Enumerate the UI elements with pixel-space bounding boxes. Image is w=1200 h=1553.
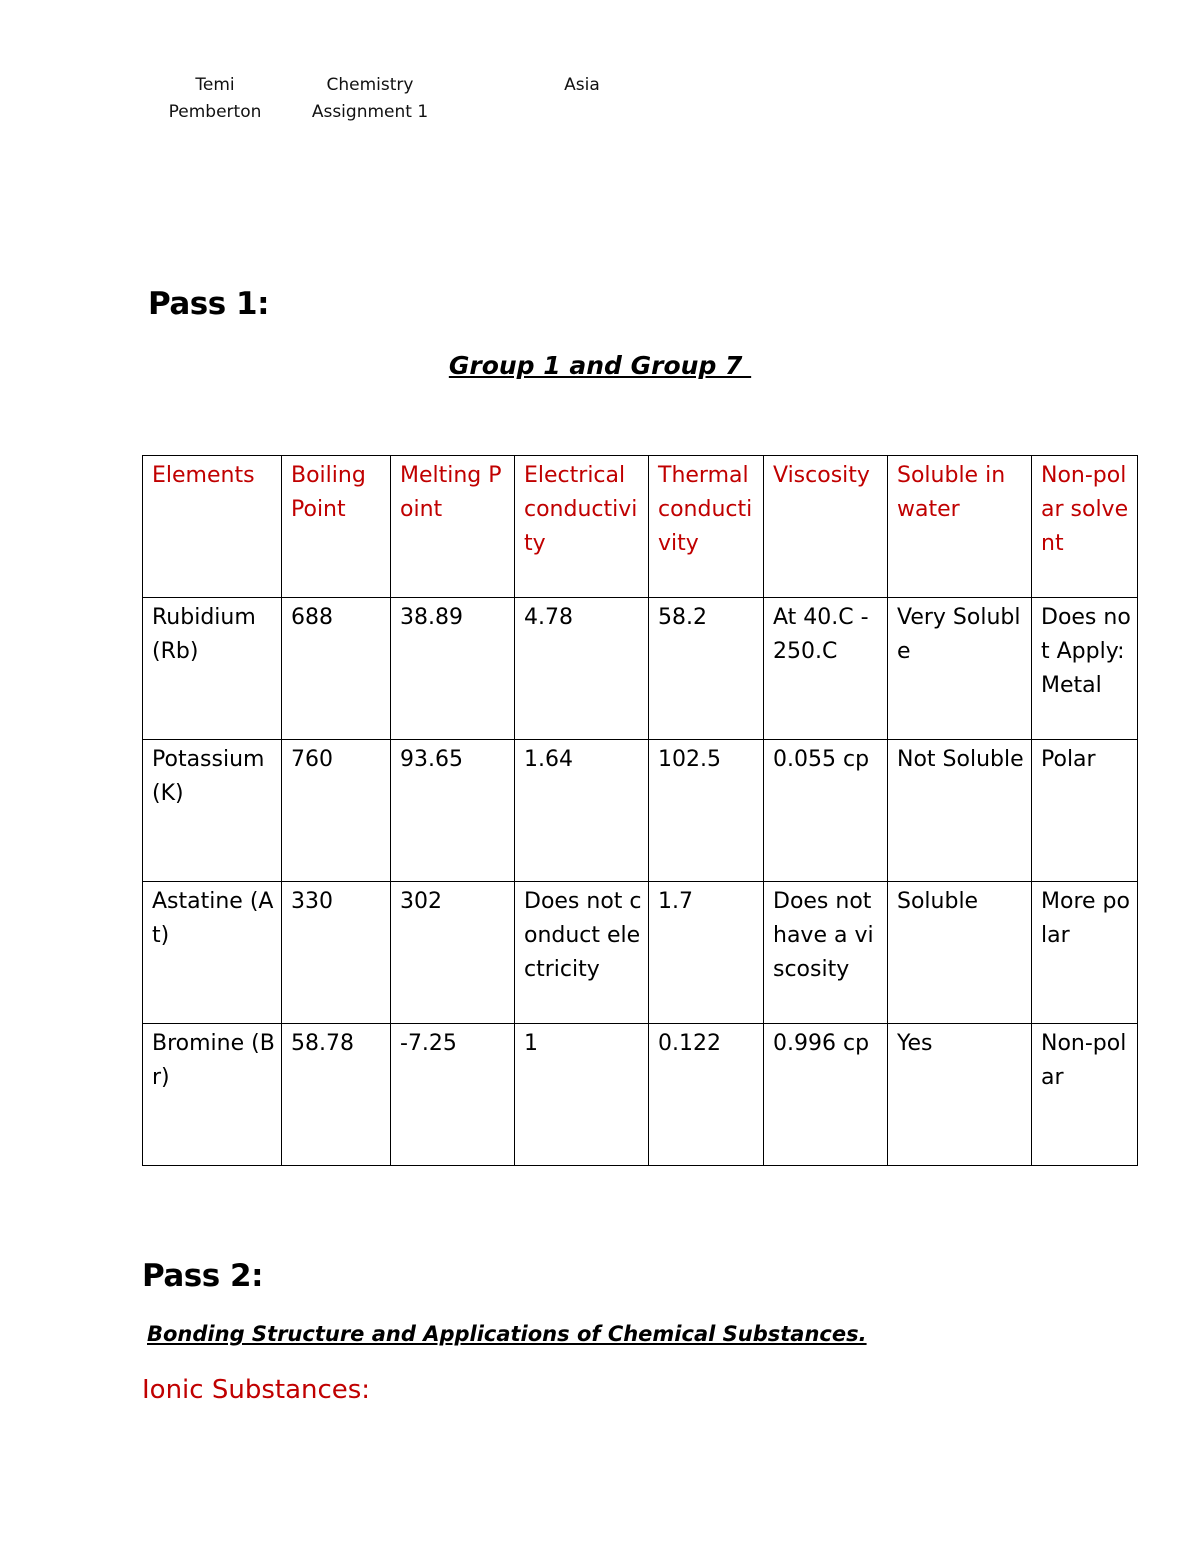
column-header: Soluble in water xyxy=(888,456,1032,598)
table-heading: Group 1 and Group 7 xyxy=(448,351,752,380)
element-properties-table xyxy=(142,455,1138,1166)
column-header: Electrical conductivity xyxy=(515,456,649,598)
table-cell: Rubidium (Rb) xyxy=(143,598,282,740)
column-header: Viscosity xyxy=(764,456,888,598)
table-row xyxy=(143,882,1138,1024)
table-cell: 102.5 xyxy=(649,740,764,882)
table-cell: 0.122 xyxy=(649,1024,764,1166)
pass-1-label: Pass 1: xyxy=(148,286,269,322)
table-cell: At 40.C - 250.C xyxy=(764,598,888,740)
table-cell: Bromine (Br) xyxy=(143,1024,282,1166)
table-cell: 0.055 cp xyxy=(764,740,888,882)
table-cell: 4.78 xyxy=(515,598,649,740)
table-row xyxy=(143,1024,1138,1166)
author-name: Temi Pemberton xyxy=(168,75,262,122)
table-cell: Does not Apply: Metal xyxy=(1032,598,1138,740)
table-cell: 58.78 xyxy=(282,1024,391,1166)
table-cell: 330 xyxy=(282,882,391,1024)
column-header: Boiling Point xyxy=(282,456,391,598)
column-header: Elements xyxy=(143,456,282,598)
table-cell: 1.7 xyxy=(649,882,764,1024)
table-cell: More polar xyxy=(1032,882,1138,1024)
column-header: Melting Point xyxy=(391,456,515,598)
table-cell: 1.64 xyxy=(515,740,649,882)
section-heading: Bonding Structure and Applications of Chemical Substances. xyxy=(147,1322,867,1346)
table-cell: 302 xyxy=(391,882,515,1024)
table-cell: 1 xyxy=(515,1024,649,1166)
table-row xyxy=(143,598,1138,740)
table-cell: 688 xyxy=(282,598,391,740)
table-cell: 58.2 xyxy=(649,598,764,740)
assignment-title: Chemistry Assignment 1 xyxy=(311,75,429,122)
table-cell: Yes xyxy=(888,1024,1032,1166)
table-cell: Very Soluble xyxy=(888,598,1032,740)
table-cell: Does not have a viscosity xyxy=(764,882,888,1024)
table-cell: Not Soluble xyxy=(888,740,1032,882)
table-cell: 93.65 xyxy=(391,740,515,882)
subsection-heading: Ionic Substances: xyxy=(142,1375,371,1405)
table-cell: Astatine (At) xyxy=(143,882,282,1024)
table-cell: -7.25 xyxy=(391,1024,515,1166)
table-row xyxy=(143,740,1138,882)
table-header-row xyxy=(143,456,1138,598)
column-header: Thermal conductivity xyxy=(649,456,764,598)
column-header: Non-polar solvent xyxy=(1032,456,1138,598)
pass-2-label: Pass 2: xyxy=(142,1258,263,1294)
table-cell: 0.996 cp xyxy=(764,1024,888,1166)
table-cell: Potassium (K) xyxy=(143,740,282,882)
table-cell: 38.89 xyxy=(391,598,515,740)
table-cell: Non-polar xyxy=(1032,1024,1138,1166)
table-cell: Does not conduct electricity xyxy=(515,882,649,1024)
table-cell: Polar xyxy=(1032,740,1138,882)
table-cell: 760 xyxy=(282,740,391,882)
table-cell: Soluble xyxy=(888,882,1032,1024)
class-name: Asia xyxy=(564,75,600,95)
